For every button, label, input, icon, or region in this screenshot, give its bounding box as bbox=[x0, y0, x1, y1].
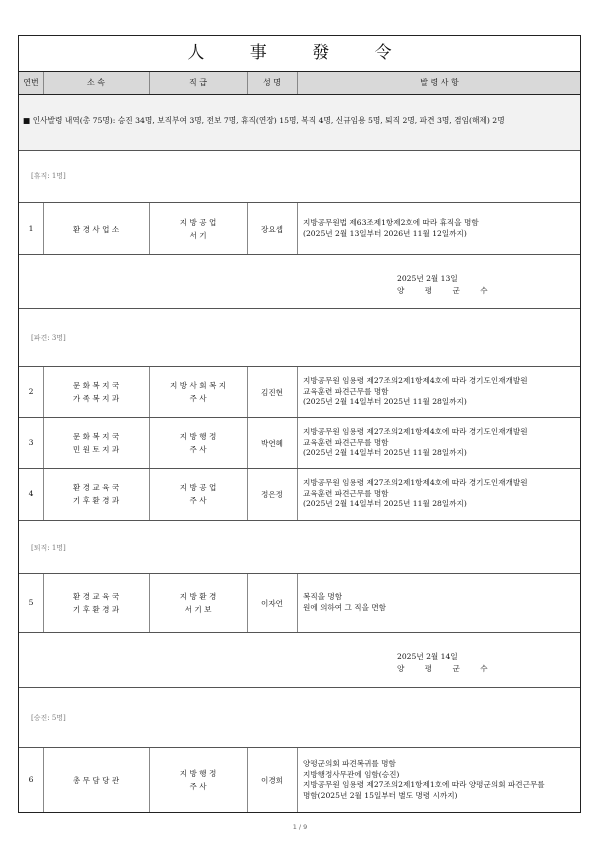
column-divider bbox=[297, 72, 298, 94]
records-order: 복직을 명함 원에 의하여 그 직을 면함 bbox=[303, 592, 387, 612]
header-order: 발 령 사 항 bbox=[420, 78, 459, 87]
column-divider bbox=[149, 367, 150, 417]
column-divider bbox=[43, 574, 44, 632]
column-divider bbox=[149, 574, 150, 632]
records-rank2: 주 사 bbox=[189, 394, 207, 403]
records-name: 이경희 bbox=[260, 776, 283, 785]
records-name: 박연혜 bbox=[260, 439, 283, 448]
records-rank2: 서 기 보 bbox=[184, 605, 212, 614]
records-rank1: 지 방 공 업 bbox=[179, 483, 217, 492]
column-divider bbox=[297, 203, 298, 254]
table-header bbox=[19, 71, 580, 95]
table-row bbox=[19, 573, 580, 632]
header-dept: 소 속 bbox=[87, 78, 105, 87]
document-title: 人 事 發 令 bbox=[187, 43, 412, 63]
column-divider bbox=[43, 72, 44, 94]
records-no: 4 bbox=[28, 489, 34, 498]
column-divider bbox=[247, 72, 248, 94]
column-divider bbox=[149, 203, 150, 254]
sections-retire: [퇴직: 1명] bbox=[31, 544, 66, 552]
records-name: 정은정 bbox=[260, 490, 283, 499]
records-rank2: 주 사 bbox=[189, 445, 207, 454]
records-order: 지방공무원 임용령 제27조의2제1항제4호에 따라 경기도인재개발원 교육훈련 파견근무를 명함 (2025년 2월 14일부터 2025년 11월 28일까지) bbox=[303, 376, 528, 406]
sections-promotion: [승진: 5명] bbox=[31, 714, 66, 722]
row-rank-line1: 지 방 공 업 bbox=[179, 218, 217, 227]
records-dept1: 총 무 담 당 관 bbox=[72, 776, 120, 785]
table-row bbox=[19, 747, 580, 812]
records-dept1: 환 경 교 육 국 bbox=[72, 483, 120, 492]
sections-leave: [휴직: 1명] bbox=[31, 172, 66, 180]
signature-date: 2025년 2월 13일 bbox=[397, 274, 458, 283]
header-name: 성 명 bbox=[263, 78, 281, 87]
records-name: 이자언 bbox=[260, 599, 283, 608]
column-divider bbox=[149, 748, 150, 812]
records-dept2: 기 후 환 경 과 bbox=[72, 605, 120, 614]
row-dept: 환 경 사 업 소 bbox=[72, 225, 120, 234]
signature-block bbox=[19, 254, 580, 308]
column-divider bbox=[297, 469, 298, 520]
records-rank2: 주 사 bbox=[189, 496, 207, 505]
column-divider bbox=[149, 72, 150, 94]
header-no: 연번 bbox=[23, 78, 39, 87]
records-no: 5 bbox=[28, 598, 34, 607]
row-name: 장요셉 bbox=[260, 225, 283, 234]
column-divider bbox=[149, 418, 150, 468]
records-dept1: 문 화 복 지 국 bbox=[72, 432, 120, 441]
signature-issuer: 양 평 군 수 bbox=[397, 286, 497, 295]
column-divider bbox=[43, 367, 44, 417]
signatures-issuer: 양 평 군 수 bbox=[397, 664, 497, 673]
page-number: 1 / 9 bbox=[292, 823, 308, 831]
records-rank1: 지 방 사 회 복 지 bbox=[169, 381, 227, 390]
column-divider bbox=[43, 418, 44, 468]
records-order: 지방공무원 임용령 제27조의2제1항제4호에 따라 경기도인재개발원 교육훈련 파견근무를 명함 (2025년 2월 14일부터 2025년 11월 28일까지) bbox=[303, 427, 528, 457]
records-rank1: 지 방 환 경 bbox=[179, 592, 217, 601]
records-order: 양평군의회 파견복귀를 명함 지방행정사무관에 임함(승진) 지방공무원 임용령 제27조의2제1항제1호에 따라 양평군의회 파견근무를 명함(2025년 2월 15일부터 별도 명령 시까지) bbox=[303, 759, 545, 800]
section-header-dispatch bbox=[19, 308, 580, 366]
records-no: 3 bbox=[28, 438, 34, 447]
records-dept1: 환 경 교 육 국 bbox=[72, 592, 120, 601]
records-dept2: 민 원 토 지 과 bbox=[72, 445, 120, 454]
signature-block bbox=[19, 632, 580, 687]
table-row bbox=[19, 417, 580, 468]
row-rank-line2: 서 기 bbox=[189, 231, 207, 240]
records-order: 지방공무원 임용령 제27조의2제1항제4호에 따라 경기도인재개발원 교육훈련 파견근무를 명함 (2025년 2월 14일부터 2025년 11월 28일까지) bbox=[303, 478, 528, 508]
personnel-order-document bbox=[18, 35, 581, 813]
records-no: 2 bbox=[28, 387, 34, 396]
records-dept1: 문 화 복 지 국 bbox=[72, 381, 120, 390]
records-no: 6 bbox=[28, 775, 34, 784]
records-rank2: 주 사 bbox=[189, 782, 207, 791]
row-no: 1 bbox=[28, 224, 34, 233]
column-divider bbox=[297, 574, 298, 632]
records-dept2: 가 족 복 지 과 bbox=[72, 394, 120, 403]
table-row bbox=[19, 366, 580, 417]
records-dept2: 기 후 환 경 과 bbox=[72, 496, 120, 505]
row-order: 지방공무원법 제63조제1항제2호에 따라 휴직을 명함 (2025년 2월 13일부터 2026년 11월 12일까지) bbox=[303, 218, 479, 238]
signatures-date: 2025년 2월 14일 bbox=[397, 652, 458, 661]
column-divider bbox=[297, 418, 298, 468]
summary-row bbox=[19, 95, 580, 151]
section-header-retire bbox=[19, 520, 580, 573]
records-rank1: 지 방 행 정 bbox=[179, 769, 217, 778]
section-header-leave bbox=[19, 151, 580, 202]
header-rank: 직 급 bbox=[189, 78, 207, 87]
section-header-promotion bbox=[19, 687, 580, 747]
table-row bbox=[19, 468, 580, 520]
column-divider bbox=[297, 367, 298, 417]
summary-text: ■ 인사발령 내역(총 75명): 승진 34명, 보직부여 3명, 전보 7명, 휴직(연장) 15명, 복직 4명, 신규임용 5명, 퇴직 2명, 파견 3명, 겸임(해제) 2명 bbox=[23, 116, 505, 125]
records-name: 김진현 bbox=[260, 388, 283, 397]
sections-dispatch: [파견: 3명] bbox=[31, 334, 66, 342]
table-row bbox=[19, 202, 580, 254]
column-divider bbox=[297, 748, 298, 812]
records-rank1: 지 방 행 정 bbox=[179, 432, 217, 441]
